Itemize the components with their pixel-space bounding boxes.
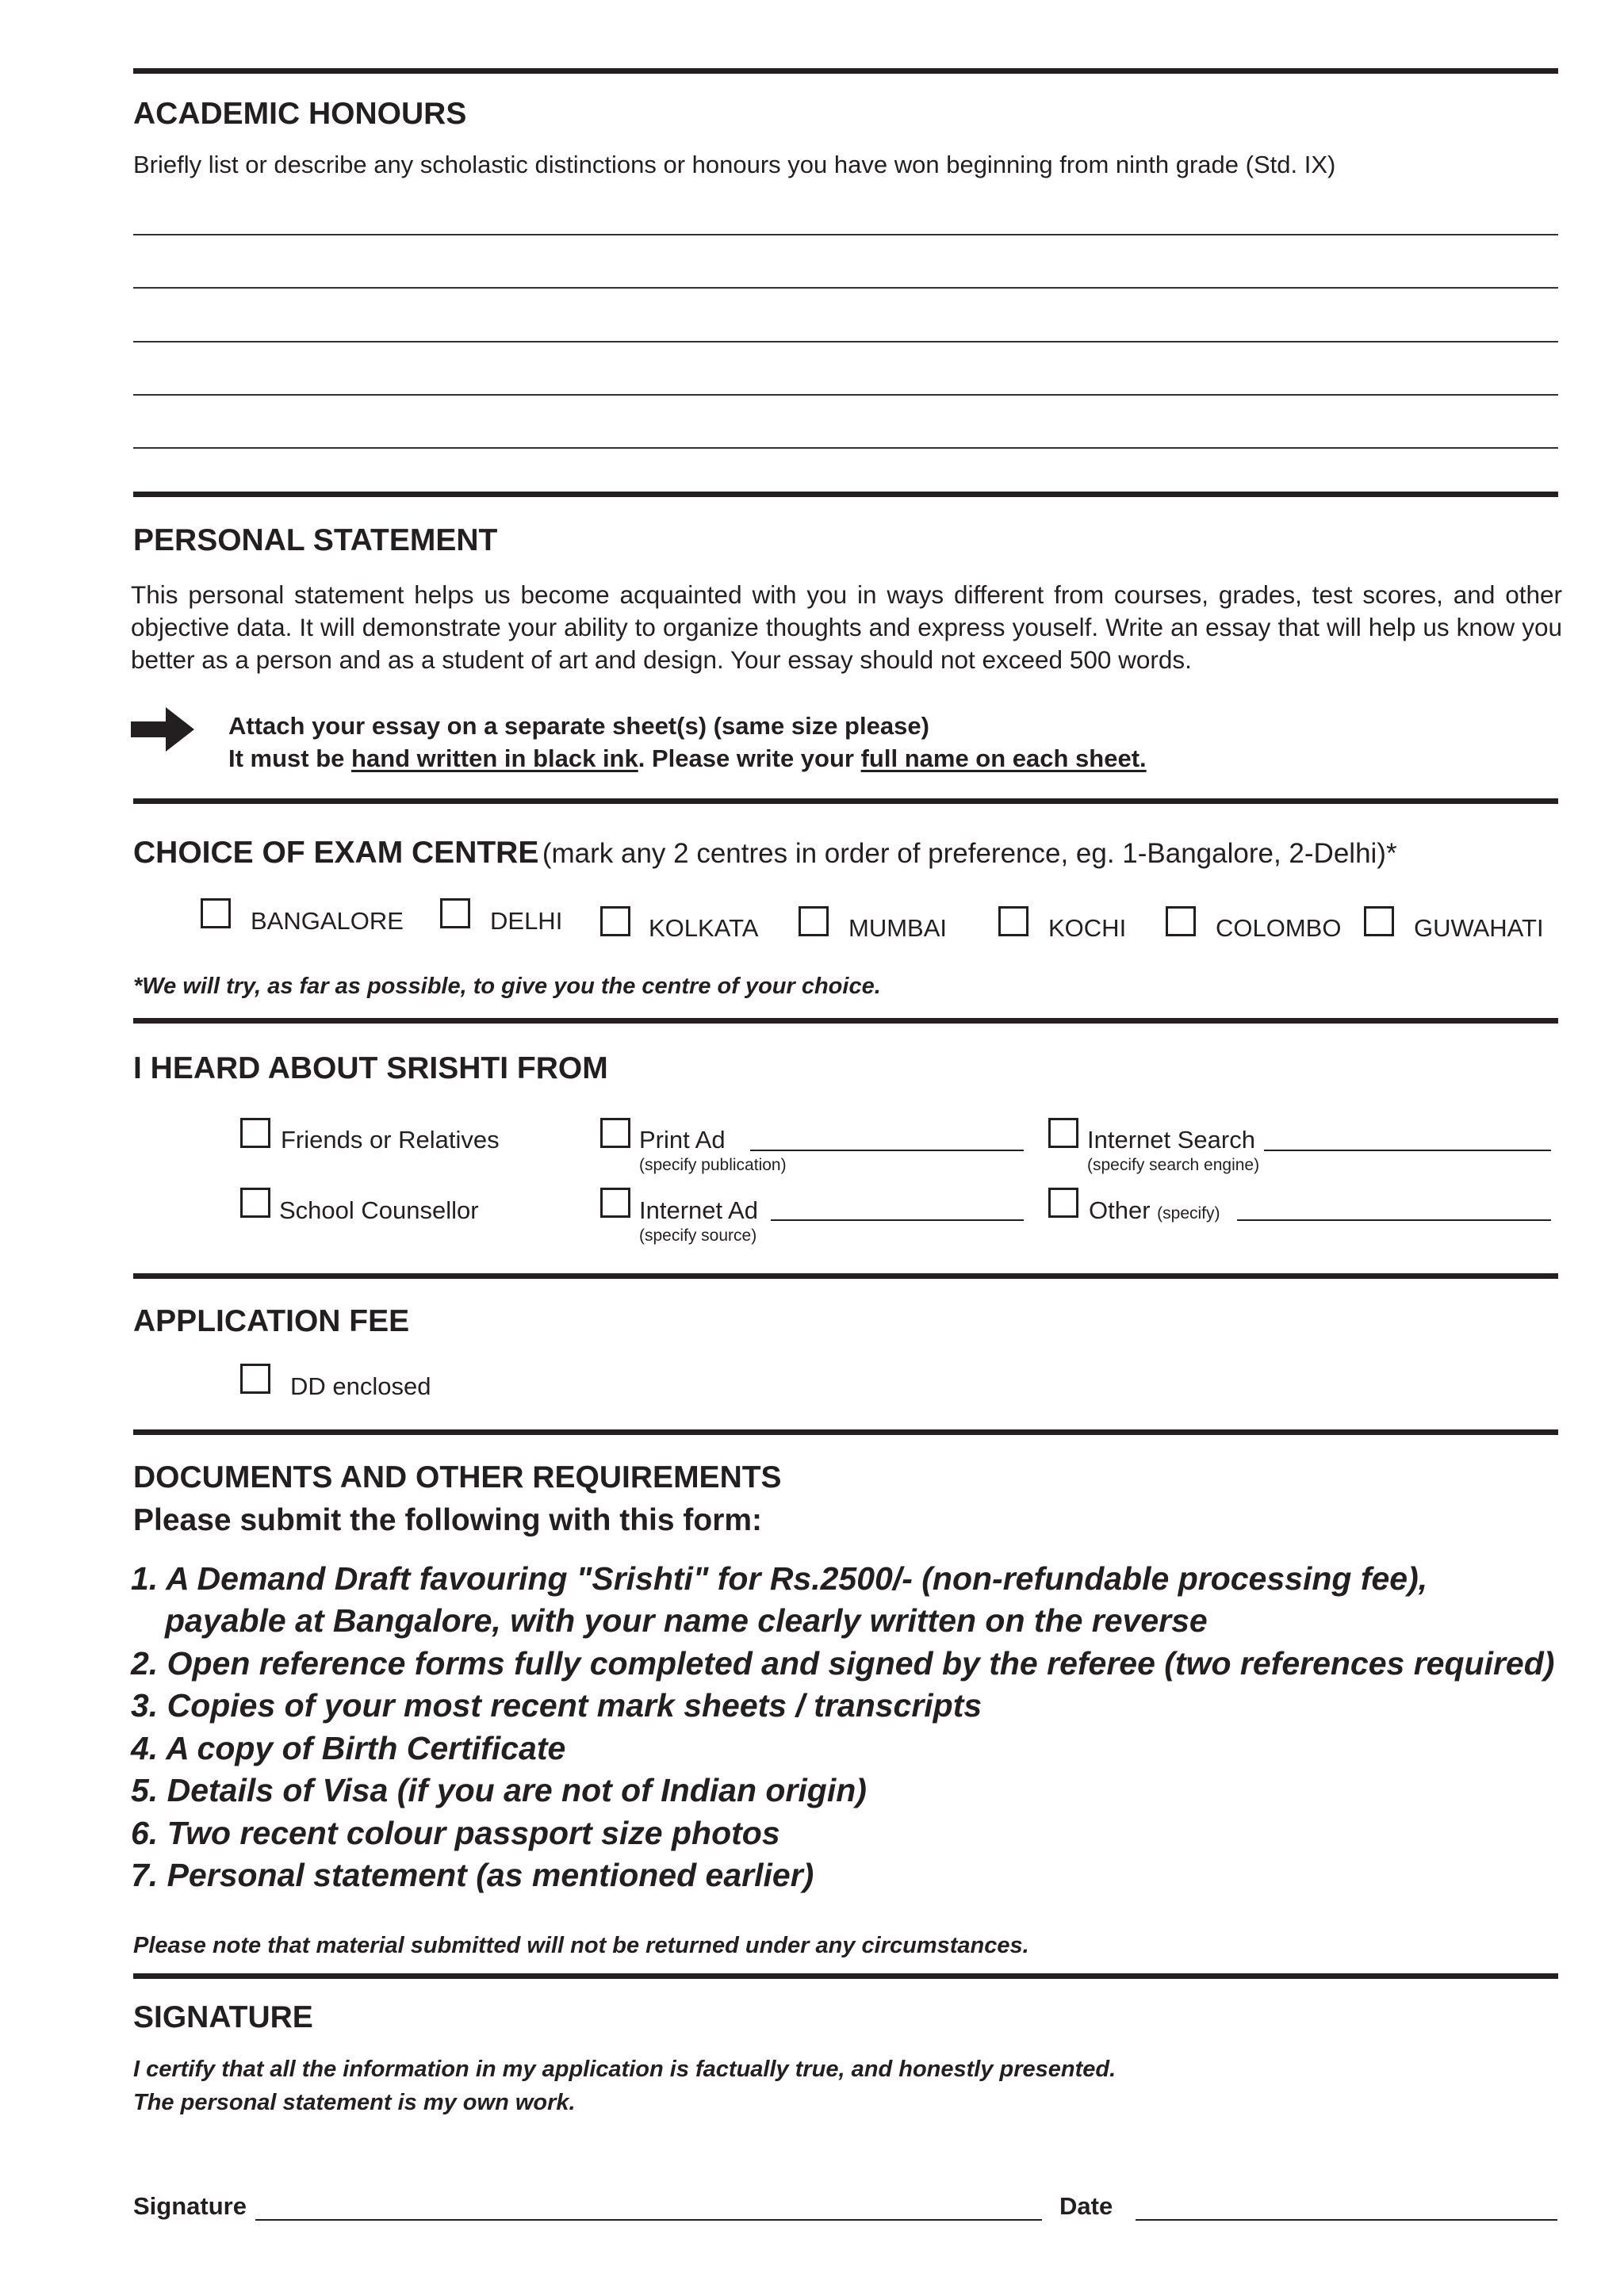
- section-divider: [133, 798, 1558, 804]
- centre-label-delhi: DELHI: [490, 907, 563, 935]
- certification-line2: The personal statement is my own work.: [133, 2090, 576, 2115]
- application-fee-title: APPLICATION FEE: [133, 1304, 410, 1338]
- internet-ad-label: Internet Ad: [639, 1196, 758, 1224]
- academic-honours-description: Briefly list or describe any scholastic distinctions or honours you have won beginning from ninth grade (Std. IX): [133, 151, 1336, 178]
- other-hint: (specify): [1157, 1204, 1220, 1223]
- centre-label-mumbai: MUMBAI: [848, 914, 947, 942]
- document-item: payable at Bangalore, with your name clearly written on the reverse: [165, 1602, 1208, 1639]
- checkbox-colombo[interactable]: [1166, 906, 1196, 936]
- checkbox-kolkata[interactable]: [600, 906, 630, 936]
- document-item: 3. Copies of your most recent mark sheets / transcripts: [131, 1687, 982, 1724]
- print-ad-hint: (specify publication): [639, 1156, 787, 1174]
- exam-centre-instruction: (mark any 2 centres in order of preference, eg. 1-Bangalore, 2-Delhi)*: [542, 838, 1397, 869]
- document-item: 2. Open reference forms fully completed and signed by the referee (two references required): [131, 1645, 1555, 1682]
- checkbox-print-ad[interactable]: [600, 1118, 630, 1148]
- checkbox-internet-ad[interactable]: [600, 1188, 630, 1218]
- document-item: 7. Personal statement (as mentioned earlier): [131, 1857, 814, 1893]
- section-divider: [133, 1429, 1558, 1435]
- dd-enclosed-label: DD enclosed: [290, 1372, 431, 1400]
- attach-essay-line1: Attach your essay on a separate sheet(s) (same size please): [228, 712, 929, 740]
- exam-centre-title: CHOICE OF EXAM CENTRE: [133, 836, 539, 870]
- document-item: 1. A Demand Draft favouring "Srishti" for Rs.2500/- (non-refundable processing fee),: [131, 1560, 1428, 1597]
- answer-line[interactable]: [133, 394, 1558, 396]
- heard-about-title: I HEARD ABOUT SRISHTI FROM: [133, 1051, 608, 1085]
- centre-label-guwahati: GUWAHATI: [1414, 914, 1544, 942]
- answer-line[interactable]: [133, 234, 1558, 235]
- centre-label-kolkata: KOLKATA: [649, 914, 759, 942]
- checkbox-kochi[interactable]: [998, 906, 1028, 936]
- checkbox-dd-enclosed[interactable]: [240, 1364, 270, 1394]
- personal-statement-paragraph: This personal statement helps us become acquainted with you in ways different from courses, grades, test scores, and other objective data. It will demonstrate your ability to organize thoughts and express youself. Write an essay that will help us know you better as a person and as a student of art and design. Your essay should not exceed 500 words.: [131, 580, 1562, 674]
- signature-label: Signature: [133, 2192, 247, 2220]
- internet-ad-hint: (specify source): [639, 1226, 757, 1245]
- documents-title: DOCUMENTS AND OTHER REQUIREMENTS: [133, 1460, 782, 1494]
- internet-search-label: Internet Search: [1087, 1126, 1255, 1154]
- certification-line1: I certify that all the information in my application is factually true, and honestly presented.: [133, 2057, 1116, 2082]
- documents-subtitle: Please submit the following with this form:: [133, 1503, 763, 1537]
- attach-essay-text: It must be: [228, 744, 352, 772]
- arrow-right-icon: [131, 707, 194, 752]
- document-item: 6. Two recent colour passport size photos: [131, 1815, 780, 1851]
- section-divider: [133, 68, 1558, 74]
- section-divider: [133, 1018, 1558, 1024]
- answer-line[interactable]: [133, 447, 1558, 449]
- exam-centre-heading: [133, 836, 1397, 871]
- documents-note: Please note that material submitted will not be returned under any circumstances.: [133, 1933, 1029, 1958]
- other-input-line[interactable]: [1237, 1219, 1551, 1221]
- school-counsellor-label: School Counsellor: [279, 1196, 479, 1224]
- friends-relatives-label: Friends or Relatives: [281, 1126, 500, 1154]
- personal-statement-title: PERSONAL STATEMENT: [133, 523, 498, 557]
- document-item: 4. A copy of Birth Certificate: [131, 1730, 566, 1766]
- checkbox-other[interactable]: [1048, 1188, 1078, 1218]
- answer-line[interactable]: [133, 287, 1558, 289]
- print-ad-label: Print Ad: [639, 1126, 726, 1154]
- signature-input-line[interactable]: [255, 2219, 1042, 2221]
- centre-label-kochi: KOCHI: [1048, 914, 1127, 942]
- date-input-line[interactable]: [1136, 2219, 1557, 2221]
- section-divider: [133, 1973, 1558, 1979]
- checkbox-guwahati[interactable]: [1364, 906, 1394, 936]
- checkbox-bangalore[interactable]: [201, 898, 231, 928]
- academic-honours-title: ACADEMIC HONOURS: [133, 97, 467, 131]
- attach-essay-line2: [228, 744, 1147, 773]
- answer-line[interactable]: [133, 341, 1558, 342]
- internet-search-input-line[interactable]: [1264, 1150, 1551, 1151]
- full-name-emphasis: full name on each sheet.: [860, 744, 1147, 772]
- print-ad-input-line[interactable]: [750, 1150, 1024, 1151]
- checkbox-friends-relatives[interactable]: [240, 1118, 270, 1148]
- other-label: [1089, 1196, 1220, 1225]
- checkbox-school-counsellor[interactable]: [240, 1188, 270, 1218]
- section-divider: [133, 1273, 1558, 1279]
- section-divider: [133, 492, 1558, 497]
- attach-essay-text: . Please write your: [638, 744, 861, 772]
- hand-written-emphasis: hand written in black ink: [351, 744, 638, 772]
- exam-centre-note: *We will try, as far as possible, to give you the centre of your choice.: [133, 974, 881, 999]
- internet-ad-input-line[interactable]: [771, 1219, 1024, 1221]
- date-label: Date: [1059, 2192, 1113, 2220]
- checkbox-internet-search[interactable]: [1048, 1118, 1078, 1148]
- signature-title: SIGNATURE: [133, 2000, 313, 2034]
- document-item: 5. Details of Visa (if you are not of Indian origin): [131, 1772, 867, 1808]
- other-text: Other: [1089, 1196, 1151, 1224]
- internet-search-hint: (specify search engine): [1087, 1156, 1260, 1174]
- checkbox-delhi[interactable]: [440, 898, 470, 928]
- checkbox-mumbai[interactable]: [799, 906, 829, 936]
- centre-label-colombo: COLOMBO: [1216, 914, 1342, 942]
- centre-label-bangalore: BANGALORE: [251, 907, 404, 935]
